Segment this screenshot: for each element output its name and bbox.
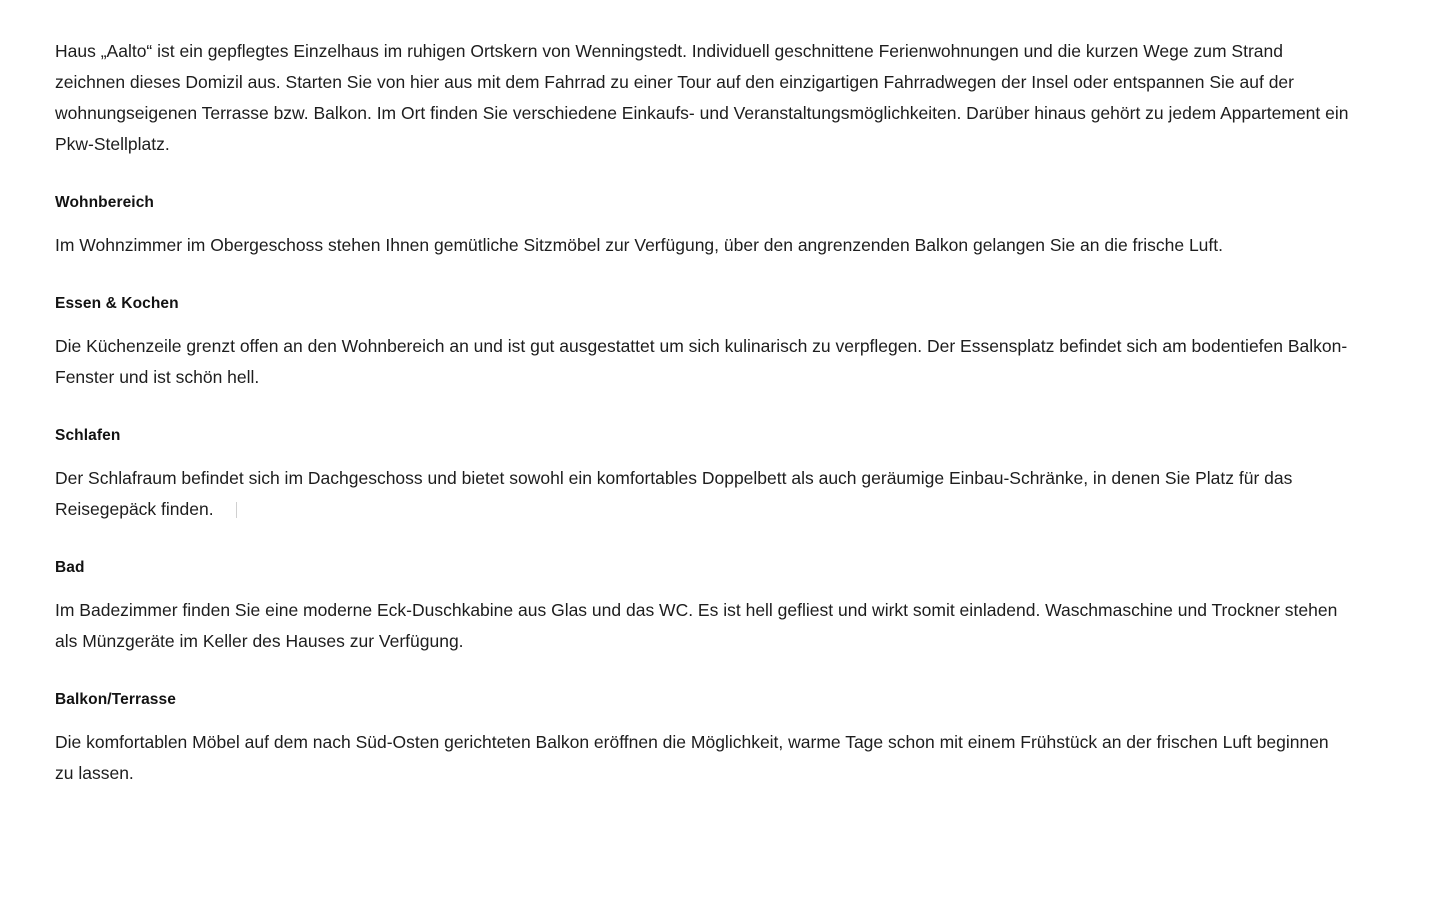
section-essen-kochen xyxy=(55,295,1350,393)
section-heading: Essen & Kochen xyxy=(55,295,179,312)
section-bad xyxy=(55,559,1350,657)
section-body: Im Badezimmer finden Sie eine moderne Eck-Duschkabine aus Glas und das WC. Es ist hell gefliest und wirkt somit einladend. Waschmaschine und Trockner stehen als Münzgeräte im Keller des Hauses zur Verfügung. xyxy=(55,600,1338,651)
section-body-text: Der Schlafraum befindet sich im Dachgeschoss und bietet sowohl ein komfortables Doppelbett als auch geräumige Einbau-Schränke, in denen Sie Platz für das Reisegepäck finden. xyxy=(55,468,1293,519)
section-body: Die Küchenzeile grenzt offen an den Wohnbereich an und ist gut ausgestattet um sich kulinarisch zu verpflegen. Der Essensplatz befindet sich am bodentiefen Balkon-Fenster und ist schön hell. xyxy=(55,336,1348,387)
section-body: Die komfortablen Möbel auf dem nach Süd-Osten gerichteten Balkon eröffnen die Möglichkeit, warme Tage schon mit einem Frühstück an der frischen Luft beginnen zu lassen. xyxy=(55,732,1329,783)
section-body: Im Wohnzimmer im Obergeschoss stehen Ihnen gemütliche Sitzmöbel zur Verfügung, über den angrenzenden Balkon gelangen Sie an die frische Luft. xyxy=(55,235,1223,255)
section-heading: Schlafen xyxy=(55,427,121,444)
section-body xyxy=(55,463,1350,525)
section-heading: Balkon/Terrasse xyxy=(55,691,176,708)
section-balkon-terrasse xyxy=(55,691,1350,789)
text-cursor xyxy=(236,502,237,518)
section-schlafen xyxy=(55,427,1350,525)
section-wohnbereich xyxy=(55,194,1350,261)
section-heading: Bad xyxy=(55,559,85,576)
section-heading: Wohnbereich xyxy=(55,194,154,211)
intro-paragraph: Haus „Aalto“ ist ein gepflegtes Einzelhaus im ruhigen Ortskern von Wenningstedt. Individuell geschnittene Ferienwohnungen und die kurzen Wege zum Strand zeichnen dieses Domizil aus. Starten Sie von hier aus mit dem Fahrrad zu einer Tour auf den einzigartigen Fahrradwegen der Insel oder entspannen Sie auf der wohnungseigenen Terrasse bzw. Balkon. Im Ort finden Sie verschiedene Einkaufs- und Veranstaltungsmöglichkeiten. Darüber hinaus gehört zu jedem Appartement ein Pkw-Stellplatz. xyxy=(55,41,1349,154)
